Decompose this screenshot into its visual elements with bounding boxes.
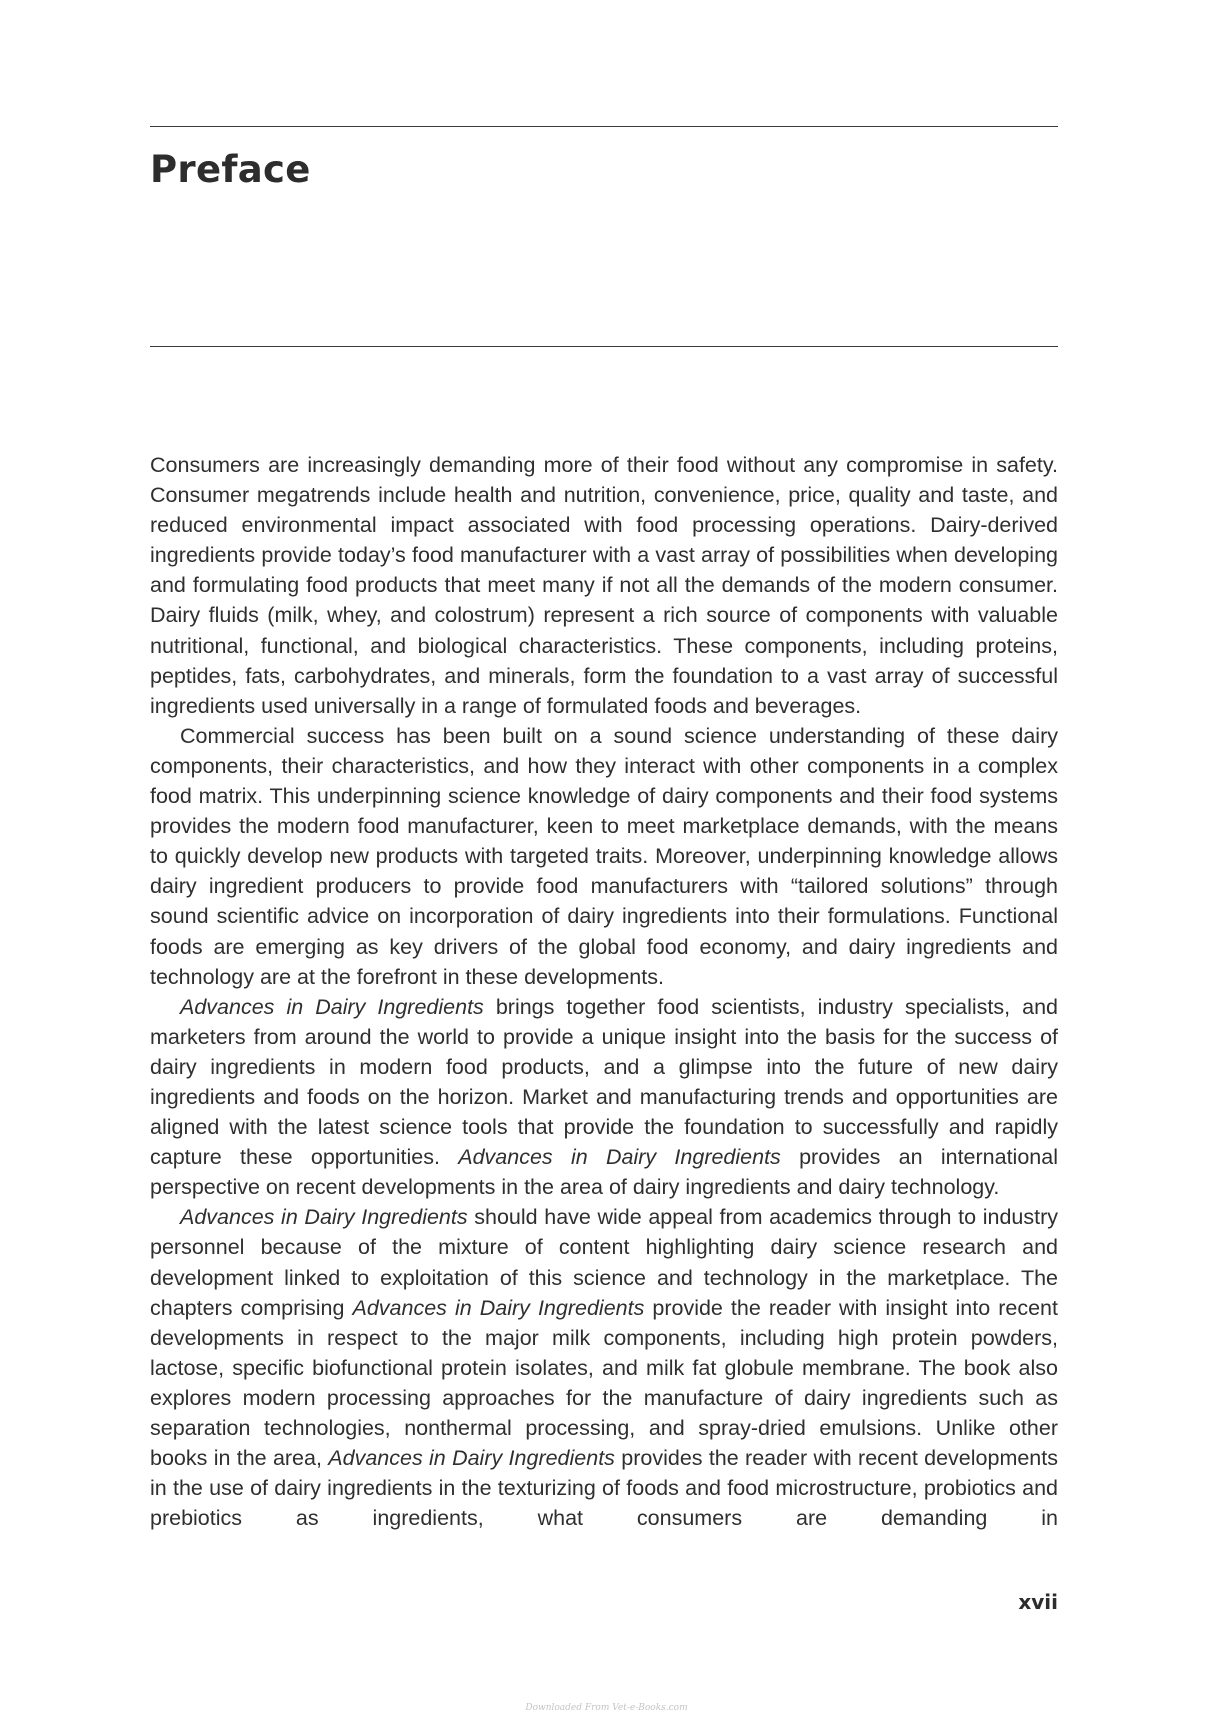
paragraph-text: provide the reader with insight into recent developments in respect to the major milk components, including high protein powders, lactose, specific biofunctional protein isolates, and milk fat globule membrane. The book also explores modern processing approaches for the manufacture of dairy ingredients such as separation technologies, nonthermal processing, and spray-dried emulsions. Unlike other books in the area,	[150, 1295, 1058, 1471]
book-title-text: Advances in Dairy Ingredients	[328, 1446, 615, 1471]
header-rule-top	[150, 126, 1058, 127]
paragraph-text: Consumers are increasingly demanding more of their food without any compromise in safety. Consumer megatrends include health and nutrition, convenience, price, quality and taste, and reduced environmental impact associated with food processing operations. Dairy-derived ingredients provide today’s food manufacturer with a vast array of possibilities when developing and formulating food products that meet many if not all the demands of the modern consumer. Dairy fluids (milk, whey, and colostrum) represent a rich source of components with valuable nutritional, functional, and biological characteristics. These components, including proteins, peptides, fats, carbohydrates, and minerals, form the foundation to a vast array of successful ingredients used universally in a range of formulated foods and beverages.	[150, 453, 1058, 718]
paragraph-text: should have wide appeal from academics through to industry personnel because of the mixture of content highlighting dairy science research and development linked to exploitation of this science and technology in the marketplace. The chapters comprising	[150, 1205, 1058, 1320]
book-title-text: Advances in Dairy Ingredients	[180, 994, 484, 1019]
paragraph-text: provides the reader with recent developments in the use of dairy ingredients in the texturizing of foods and food microstructure, probiotics and prebiotics as ingredients, what consumers are demanding in	[150, 1446, 1058, 1531]
watermark: Downloaded From Vet-e-Books.com	[525, 1703, 688, 1713]
page-title: Preface	[150, 148, 311, 191]
body-paragraph	[150, 721, 1058, 992]
paragraph-text: Commercial success has been built on a sound science understanding of these dairy components, their characteristics, and how they interact with other components in a complex food matrix. This underpinning science knowledge of dairy components and their food systems provides the modern food manufacturer, keen to meet marketplace demands, with the means to quickly develop new products with targeted traits. Moreover, underpinning knowledge allows dairy ingredient producers to provide food manufacturers with “tailored solutions” through sound scientific advice on incorporation of dairy ingredients into their formulations. Functional foods are emerging as key drivers of the global food economy, and dairy ingredients and technology are at the forefront in these developments.	[150, 723, 1058, 989]
page-number: xvii	[1018, 1590, 1058, 1614]
body-paragraph	[150, 450, 1058, 721]
book-title-text: Advances in Dairy Ingredients	[180, 1205, 468, 1230]
header-rule-bottom	[150, 346, 1058, 347]
body-paragraph	[150, 992, 1058, 1203]
paragraph-text: brings together food scientists, industry specialists, and marketers from around the world to provide a unique insight into the basis for the success of dairy ingredients in modern food products, and a glimpse into the future of new dairy ingredients and foods on the horizon. Market and manufacturing trends and opportunities are aligned with the latest science tools that provide the foundation to successfully and rapidly capture these opportunities.	[150, 994, 1058, 1170]
body-paragraph	[150, 1202, 1058, 1533]
paragraph-text: provides an international perspective on recent developments in the area of dairy ingredients and dairy technology.	[150, 1145, 1058, 1200]
book-title-text: Advances in Dairy Ingredients	[458, 1145, 781, 1170]
body-text	[150, 450, 1058, 1533]
book-title-text: Advances in Dairy Ingredients	[352, 1295, 645, 1320]
